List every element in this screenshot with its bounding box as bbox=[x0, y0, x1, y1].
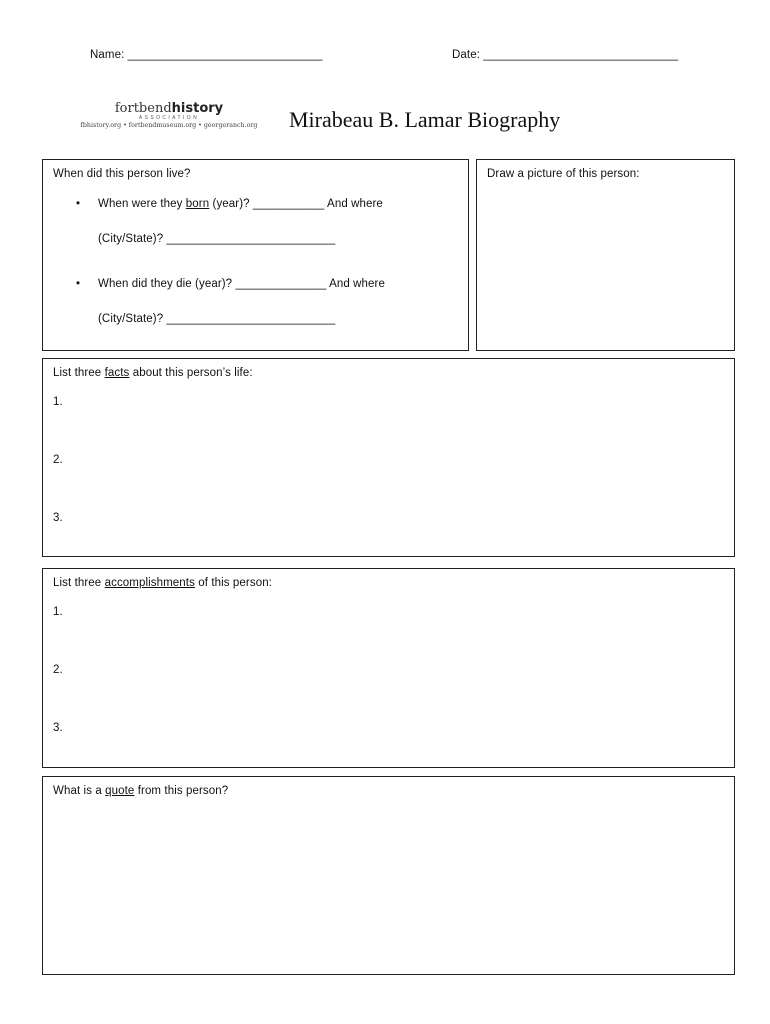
died-city-field[interactable]: (City/State)? __________________________ bbox=[98, 313, 336, 325]
fact-item-3[interactable]: 3. bbox=[53, 512, 63, 524]
logo-wordmark bbox=[58, 101, 280, 116]
facts-box bbox=[42, 358, 735, 557]
bullet-icon: • bbox=[76, 278, 81, 290]
quote-prefix: What is a bbox=[53, 785, 106, 797]
logo-subtitle: ASSOCIATION bbox=[138, 115, 200, 121]
born-question bbox=[76, 198, 383, 210]
born-keyword: born bbox=[185, 198, 210, 210]
born-suffix[interactable]: (year)? ___________ And where bbox=[209, 198, 383, 210]
logo-brand-light: fortbend bbox=[114, 101, 172, 116]
quote-suffix: from this person? bbox=[134, 785, 229, 797]
page-title: Mirabeau B. Lamar Biography bbox=[289, 107, 561, 132]
facts-heading bbox=[53, 367, 253, 379]
quote-box[interactable] bbox=[42, 776, 735, 975]
accomplishment-item-3[interactable]: 3. bbox=[53, 722, 63, 734]
accomplishments-box bbox=[42, 568, 735, 768]
life-dates-box bbox=[42, 159, 469, 351]
died-question-text[interactable]: When did they die (year)? ______________ And where bbox=[98, 278, 385, 290]
name-field[interactable]: Name: ______________________________ bbox=[90, 49, 323, 61]
date-field[interactable]: Date: ______________________________ bbox=[452, 49, 679, 61]
accomplishments-keyword: accomplishments bbox=[104, 577, 195, 589]
logo-urls: fbhistory.org • fortbendmuseum.org • georgeranch.org bbox=[80, 122, 258, 129]
fortbend-history-logo bbox=[58, 101, 280, 129]
fact-item-1[interactable]: 1. bbox=[53, 396, 63, 408]
accomplishments-suffix: of this person: bbox=[194, 577, 272, 589]
accomplishment-item-2[interactable]: 2. bbox=[53, 664, 63, 676]
born-city-field[interactable]: (City/State)? __________________________ bbox=[98, 233, 336, 245]
bullet-icon: • bbox=[76, 198, 81, 210]
picture-heading: Draw a picture of this person: bbox=[487, 168, 640, 180]
accomplishments-prefix: List three bbox=[53, 577, 105, 589]
facts-keyword: facts bbox=[104, 367, 130, 379]
born-prefix: When were they bbox=[98, 198, 186, 210]
quote-heading bbox=[53, 785, 228, 797]
picture-box[interactable] bbox=[476, 159, 735, 351]
accomplishments-heading bbox=[53, 577, 272, 589]
life-dates-heading: When did this person live? bbox=[53, 168, 191, 180]
quote-keyword: quote bbox=[105, 785, 135, 797]
facts-prefix: List three bbox=[53, 367, 105, 379]
logo-brand-bold: history bbox=[171, 101, 224, 116]
died-question bbox=[76, 278, 385, 290]
accomplishment-item-1[interactable]: 1. bbox=[53, 606, 63, 618]
fact-item-2[interactable]: 2. bbox=[53, 454, 63, 466]
facts-suffix: about this person’s life: bbox=[129, 367, 253, 379]
